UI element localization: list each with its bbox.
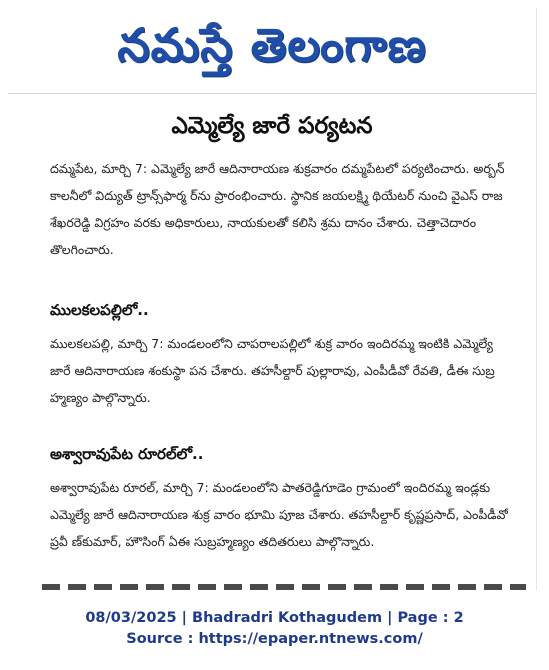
masthead-title: నమస్తే తెలంగాణ xyxy=(117,18,427,72)
cropped-text-line xyxy=(42,584,526,590)
article-headline: ఎమ్మెల్యే జారే పర్యటన xyxy=(171,113,373,139)
article-paragraph-1: దమ్మపేట, మార్చి 7: ఎమ్మెల్యే జారే ఆదినారాయణ శుక్రవారం దమ్మపేటలో పర్యటించారు. అర్బన్ కాలనీలో విద్యుత్ ట్రాన్స్‌ఫార్మ ర్‌ను ప్రారంభించారు. స్థానిక జయలక్ష్మి థియేటర్ నుంచి వైఎస్ రాజ శేఖరరెడ్డి విగ్రహం వరకు అధికారులు, నాయకులతో కలిసి శ్రమ దానం చేశారు. చెత్తాచెదారం తొలగించారు. xyxy=(50,161,505,257)
masthead xyxy=(8,8,536,82)
article-subhead-2: అశ్వారావుపేట రూరల్‌లో.. xyxy=(50,445,204,463)
article-paragraph-3: అశ్వారావుపేట రూరల్, మార్చి 7: మండలంలోని పాతరెడ్డిగూడెం గ్రామంలో ఇందిరమ్మ ఇండ్లకు ఎమ్మెల్యే జారే ఆదినారాయణ శుక్ర వారం భూమి పూజ చేశారు. తహసీల్దార్ కృష్ణప్రసాద్, ఎంపీడీవో ప్రవీ ణ్‌కుమార్, హౌసింగ్ ఏఈ సుబ్రహ్మణ్యం తదితరులు పాల్గొన్నారు. xyxy=(50,480,508,549)
article-paragraph-2: ములకలపల్లి, మార్చి 7: మండలంలోని చాపరాలపల్లిలో శుక్ర వారం ఇందిరమ్మ ఇంటికి ఎమ్మెల్యే జారే ఆదినారాయణ శంకుస్థా పన చేశారు. తహసీల్దార్ పుల్లారావు, ఎంపీడీవో రేవతి, డీఈ సుబ్ర హ్మణ్యం పాల్గొన్నారు. xyxy=(50,336,495,405)
masthead-divider xyxy=(8,93,536,94)
article-subhead-1: ములకలపల్లిలో.. xyxy=(50,301,149,319)
newspaper-clipping xyxy=(8,8,537,590)
footer-source-line: Source : https://epaper.ntnews.com/ xyxy=(126,631,423,647)
footer-date-line: 08/03/2025 | Bhadradri Kothagudem | Page : 2 xyxy=(85,610,464,626)
